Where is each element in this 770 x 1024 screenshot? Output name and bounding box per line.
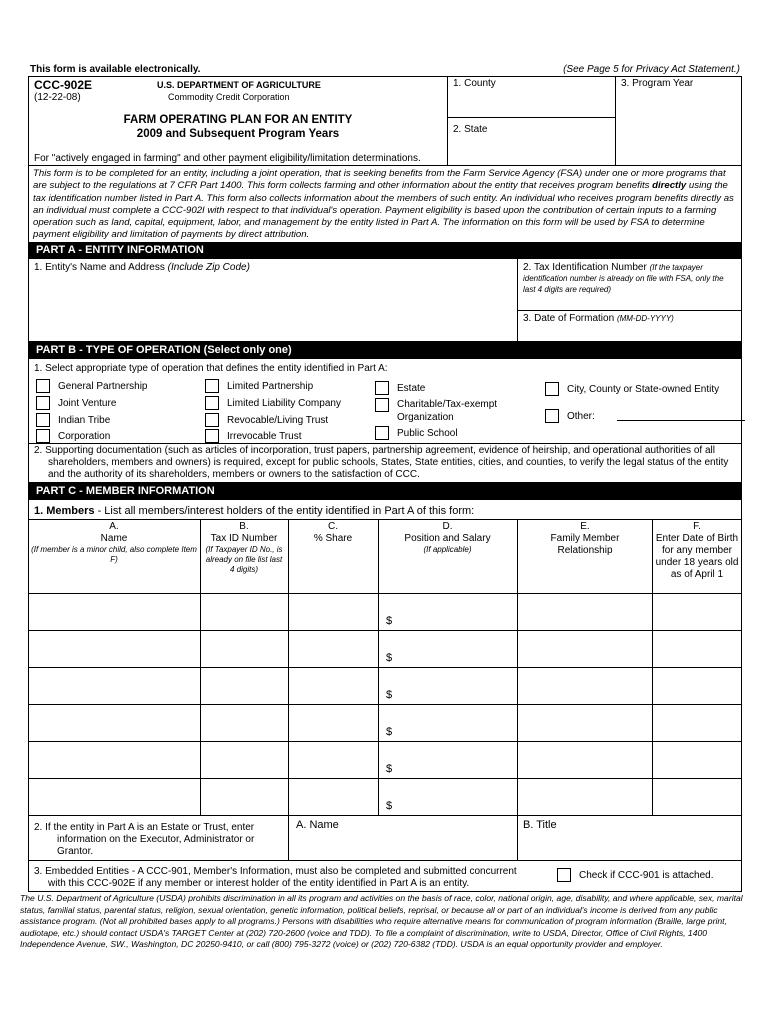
- option-indian-tribe[interactable]: Indian Tribe: [36, 413, 110, 427]
- state-field[interactable]: 2. State: [453, 124, 488, 135]
- purpose: For "actively engaged in farming" and other payment eligibility/limitation determinations.: [34, 153, 421, 164]
- member-row[interactable]: [28, 741, 742, 778]
- form-subtitle: 2009 and Subsequent Program Years: [136, 128, 340, 140]
- member-row[interactable]: [28, 630, 742, 667]
- part-b-item1: 1. Select appropriate type of operation that defines the entity identified in Part A:: [34, 363, 388, 374]
- salary-dollar-sign: $: [386, 726, 393, 738]
- column-header-dob: F. Enter Date of Birth for any member under 18 years old as of April 1: [655, 521, 739, 580]
- embedded-entities-instruction: 3. Embedded Entities - A CCC-901, Member's Information, must also be completed and submitted concurrent with this CCC-902E if any member or interest holder of the entity identified in Part A is an entity.: [34, 866, 517, 889]
- option-public-school[interactable]: Public School: [375, 426, 458, 440]
- members-instruction: 1. Members - List all members/interest holders of the entity identified in Part A of this form:: [34, 505, 475, 517]
- availability-note: This form is available electronically.: [30, 64, 201, 75]
- option-charitable[interactable]: Charitable/Tax-exempt Organization: [375, 398, 507, 424]
- salary-dollar-sign: $: [386, 689, 393, 701]
- option-government-entity[interactable]: City, County or State-owned Entity: [545, 382, 719, 396]
- member-row[interactable]: [28, 593, 742, 630]
- option-revocable-trust[interactable]: Revocable/Living Trust: [205, 413, 328, 427]
- nondiscrimination-statement: The U.S. Department of Agriculture (USDA) prohibits discrimination in all its program and activities on the basis of race, color, national origin, age, disability, and where applicable, sex, marital status, familial status, parental status, religion, sexual orientation, genetic information, political beliefs, reprisal, or because all or part of an individual's income is derived from any public assistance program. (Not all prohibited bases apply to all programs.) Persons with disabilities who require alternative means for communication of program information (Braille, large print, audiotape, etc.) should contact USDA's TARGET Center at (202) 720-2600 (voice and TDD). To file a complaint of discrimination, write to USDA, Director, Office of Civil Rights, 1400 Independence Avenue, SW., Washington, DC 20250-9410, or call (800) 795-3272 (voice) or (202) 720-6382 (TDD). USDA is an equal opportunity provider and employer.: [20, 893, 743, 949]
- executor-title-field[interactable]: B. Title: [523, 819, 557, 831]
- option-llc[interactable]: Limited Liability Company: [205, 396, 341, 410]
- part-b-header: PART B - TYPE OF OPERATION (Select only one): [28, 342, 742, 359]
- date-of-formation-field[interactable]: 3. Date of Formation (MM-DD-YYYY): [523, 313, 674, 324]
- salary-dollar-sign: $: [386, 800, 393, 812]
- column-header-position: D. Position and Salary (If applicable): [404, 521, 491, 554]
- executor-name-field[interactable]: A. Name: [296, 819, 339, 831]
- intro-paragraph: This form is to be completed for an entity, including a joint operation, that is seeking benefits from the Farm Service Agency (FSA) under one or more programs that are subject to the regulations at 7 CFR Part 1400. This form collects farming and other information about the entity that receives program benefits directly using the tax identification number listed in Part A. This form also collects information about the members of such entity. An individual who receives program benefits directly as an individual must complete a CCC-902I with respect to that individual's operation. Payment eligibility is based upon the contribution of certain inputs to a farming operation such as land, capital, equipment, labor, and management by the entity listed in Part A. The information on this form will be used by FSA to determine payment eligibility and limitation of payments by direct attribution.: [33, 168, 734, 241]
- part-b-item2: 2. Supporting documentation (such as articles of incorporation, trust papers, partnership agreement, evidence of heirship, and operational authorities of all shareholders, members and owners) is required, except for public schools, States, State entities, cities, and counties, to verify the legal status of the entity and the authority of its shareholders, members or owners to the satisfaction of CCC.: [34, 445, 729, 480]
- agency: Commodity Credit Corporation: [168, 92, 290, 102]
- option-joint-venture[interactable]: Joint Venture: [36, 396, 116, 410]
- option-other[interactable]: Other:: [545, 409, 745, 423]
- column-header-relationship: E. Family Member Relationship: [550, 521, 620, 556]
- program-year-field[interactable]: 3. Program Year: [621, 78, 694, 89]
- department: U.S. DEPARTMENT OF AGRICULTURE: [157, 80, 321, 90]
- member-row[interactable]: [28, 704, 742, 741]
- estate-trust-instruction: 2. If the entity in Part A is an Estate or Trust, enter information on the Executor, Administrator or Grantor.: [34, 822, 255, 857]
- column-header-tax-id: B. Tax ID Number (If Taxpayer ID No., is already on file list last 4 digits): [205, 521, 283, 574]
- member-row[interactable]: [28, 778, 742, 815]
- column-header-share: C. % Share: [313, 521, 353, 544]
- salary-dollar-sign: $: [386, 615, 393, 627]
- option-estate[interactable]: Estate: [375, 381, 425, 395]
- salary-dollar-sign: $: [386, 652, 393, 664]
- ccc901-attached-checkbox[interactable]: Check if CCC-901 is attached.: [557, 868, 714, 882]
- salary-dollar-sign: $: [386, 763, 393, 775]
- column-header-name: A. Name (If member is a minor child, also complete Item F): [31, 521, 197, 564]
- privacy-note: (See Page 5 for Privacy Act Statement.): [563, 64, 740, 75]
- entity-name-field[interactable]: 1. Entity's Name and Address (Include Zip Code): [34, 262, 250, 273]
- part-a-header: PART A - ENTITY INFORMATION: [28, 242, 742, 259]
- option-corporation[interactable]: Corporation: [36, 429, 110, 443]
- option-general-partnership[interactable]: General Partnership: [36, 379, 148, 393]
- form-number: CCC-902E: [34, 78, 93, 92]
- member-row[interactable]: [28, 667, 742, 704]
- county-field[interactable]: 1. County: [453, 78, 496, 89]
- option-limited-partnership[interactable]: Limited Partnership: [205, 379, 313, 393]
- tin-field[interactable]: 2. Tax Identification Number (If the taxpayer identification number is already on file with FSA, only the last 4 digits are required): [523, 262, 724, 294]
- form-title: FARM OPERATING PLAN FOR AN ENTITY: [123, 114, 353, 126]
- part-c-header: PART C - MEMBER INFORMATION: [28, 483, 742, 500]
- option-irrevocable-trust[interactable]: Irrevocable Trust: [205, 429, 301, 443]
- form-date: (12-22-08): [34, 92, 81, 103]
